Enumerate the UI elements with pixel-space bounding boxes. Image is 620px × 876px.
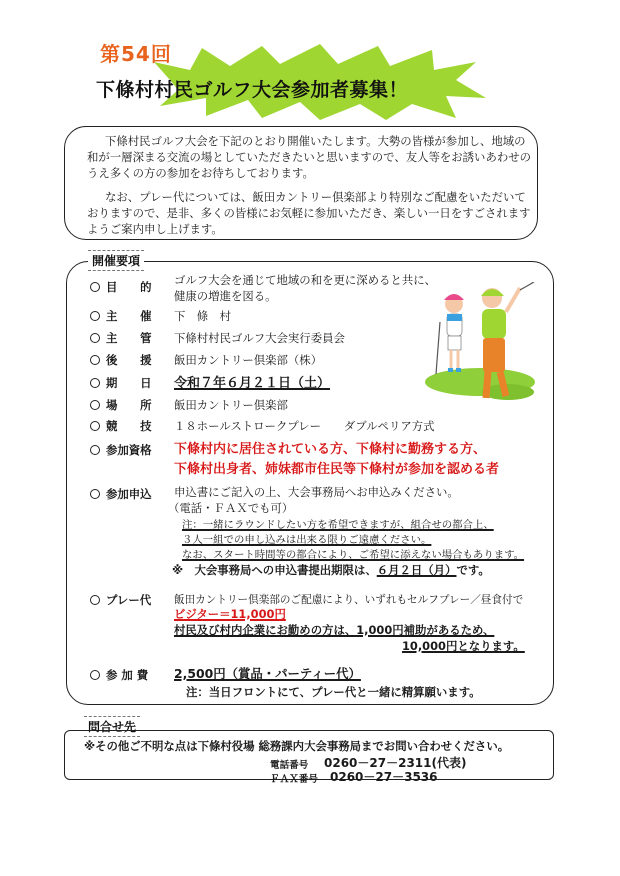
intro-paragraph-1: 下條村民ゴルフ大会を下記のとおり開催いたします。大勢の皆様が参加し、地域の和が一層深まる交流の場としていただきたいと思いますので、友人等をお誘いあわせのうえ多くの方の参加をお待ちしております。 — [87, 134, 532, 180]
eligibility-row — [90, 442, 174, 458]
bullet-circle-icon — [90, 445, 100, 455]
play-fee-label: プレー代 — [106, 593, 152, 607]
apply-note-2: ３人一組での申し込みは出来る限りご遠慮ください。 — [182, 534, 432, 546]
phone-label: 電話番号 — [270, 760, 309, 771]
bullet-circle-icon — [90, 489, 100, 499]
bullet-circle-icon — [90, 355, 100, 365]
bullet-circle-icon — [90, 333, 100, 343]
bullet-circle-icon — [90, 311, 100, 321]
game-label: 競 技 — [106, 419, 152, 433]
entry-fee-value: 2,500円（賞品・パーティー代） — [174, 666, 361, 681]
entry-fee-label: 参 加 費 — [106, 668, 149, 682]
apply-value-1: 申込書にご記入の上、大会事務局へお申込みください。 — [174, 485, 459, 499]
eligibility-label: 参加資格 — [106, 443, 152, 457]
play-fee-value-2: 村民及び村内企業にお勤めの方は、1,000円補助があるため、 — [174, 623, 495, 637]
section-label-contact: 問合せ先 — [84, 716, 140, 737]
bullet-circle-icon — [90, 421, 100, 431]
bullet-circle-icon — [90, 400, 100, 410]
eligibility-value-2: 下條村出身者、姉妹都市住民等下條村が参加を認める者 — [174, 462, 500, 477]
purpose-label: 目 的 — [106, 280, 152, 294]
purpose-row — [90, 279, 174, 295]
deadline-suffix: です。 — [456, 563, 490, 577]
play-fee-row — [90, 592, 174, 608]
apply-value-2: （電話・ＦＡＸでも可） — [168, 501, 294, 515]
intro-box — [64, 126, 538, 240]
apply-note-3: なお、スタート時間等の都合により、ご希望に添えない場合もあります。 — [182, 549, 525, 561]
page-title: 下條村村民ゴルフ大会参加者募集！ — [96, 79, 409, 101]
fax-value: 0260－27－3536 — [330, 770, 438, 784]
deadline-prefix: ※ 大会事務局への申込書提出期限は、 — [172, 563, 377, 577]
apply-note-1: 注：一緒にラウンドしたい方を希望できますが、組合せの都合上、 — [182, 519, 494, 531]
deadline-line — [172, 562, 490, 578]
organizer-row — [90, 330, 174, 346]
bullet-circle-icon — [90, 282, 100, 292]
eligibility-value-1: 下條村内に居住されている方、下條村に勤務する方、 — [174, 442, 487, 457]
host-label: 主 催 — [106, 309, 152, 323]
host-value: 下 條 村 — [174, 309, 231, 323]
apply-row — [90, 486, 174, 502]
play-fee-value-3: 10,000円となります。 — [402, 639, 525, 653]
date-row — [90, 375, 174, 391]
edition-title: 第54回 — [100, 42, 172, 66]
support-row — [90, 352, 174, 368]
entry-fee-row — [90, 667, 174, 683]
venue-row — [90, 397, 174, 413]
organizer-value: 下條村村民ゴルフ大会実行委員会 — [174, 331, 345, 345]
bullet-circle-icon — [90, 670, 100, 680]
phone-value: 0260－27－2311(代表) — [324, 756, 467, 770]
organizer-label: 主 管 — [106, 331, 152, 345]
host-row — [90, 308, 174, 324]
bullet-circle-icon — [90, 378, 100, 388]
game-row — [90, 418, 174, 434]
deadline-date: ６月２日（月） — [376, 563, 457, 577]
date-value: 令和７年６月２１日（土） — [174, 376, 331, 391]
section-label-details: 開催要項 — [88, 250, 144, 271]
date-label: 期 日 — [106, 376, 152, 390]
intro-paragraph-2: なお、プレー代については、飯田カントリー倶楽部より特別なご配慮をいただいておりますので、是非、多くの皆様にお気軽に参加いただき、楽しい一日をすごされますようご案内申し上げます。 — [87, 190, 531, 236]
game-value: １８ホールストロークプレー ダブルペリア方式 — [174, 419, 435, 433]
venue-label: 場 所 — [106, 398, 152, 412]
purpose-value-1: ゴルフ大会を通じて地域の和を更に深めると共に、 — [174, 273, 436, 287]
play-fee-value-1: 飯田カントリー倶楽部のご配慮により、いずれもセルフプレー／昼食付で — [174, 594, 524, 606]
support-value: 飯田カントリー倶楽部（株） — [174, 353, 323, 367]
fax-label: ＦＡＸ番号 — [270, 774, 318, 785]
play-fee-visitor: ビジター＝11,000円 — [174, 607, 286, 621]
venue-value: 飯田カントリー倶楽部 — [174, 398, 288, 412]
support-label: 後 援 — [106, 353, 152, 367]
contact-line: ※その他ご不明な点は下條村役場 総務課内大会事務局までお問い合わせください。 — [84, 739, 510, 753]
golfers-illustration — [420, 282, 540, 410]
entry-fee-note: 注：当日フロントにて、プレー代と一緒に精算願います。 — [186, 685, 481, 699]
purpose-value-2: 健康の増進を図る。 — [174, 289, 277, 303]
bullet-circle-icon — [90, 595, 100, 605]
apply-label: 参加申込 — [106, 487, 152, 501]
